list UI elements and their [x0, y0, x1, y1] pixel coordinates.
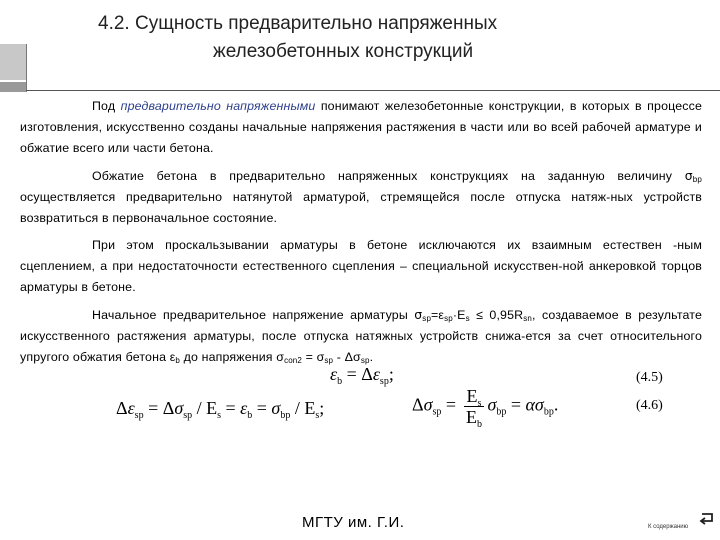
- contents-link[interactable]: К содержанию: [648, 524, 689, 530]
- formula-4-5: $\varepsilon_b = \Delta\varepsilon_{sp}$;: [330, 364, 394, 387]
- footer-institution: МГТУ им. Г.И.: [302, 514, 405, 531]
- equation-number-4-6: (4.6): [636, 398, 663, 413]
- decor-bar: [0, 44, 26, 80]
- paragraph-definition: Под предварительно напряженными понимают железобетонные конструкции, в которых в процессе изготовления, искусственно созданы начальные напряжения растяжения в части или во всей рабочей арматуре и обжатие всего или части бетона.: [20, 99, 702, 155]
- formula-4-6: $\Delta\sigma_{sp}$ = $\frac{E_s}{E_b}$ $\sigma_{bp} = \alpha\sigma_{bp}$.: [412, 386, 559, 430]
- return-arrow-icon[interactable]: [697, 508, 717, 528]
- title-line-1: 4.2. Сущность предварительно напряженных: [98, 13, 498, 34]
- equation-number-4-5: (4.5): [636, 370, 663, 385]
- slide-body: [20, 96, 702, 374]
- decor-vertical-rule: [26, 44, 27, 92]
- title-divider: [26, 90, 720, 91]
- paragraph-anchorage: При этом проскальзывании арматуры в бетоне исключаются их взаимным естествен -ным сцеплением, а при недостаточности естественного сцепления – специальной искусствен-ной анкеровкой торцов арматуры в бетоне.: [20, 238, 702, 294]
- formula-strain-stress: $\Delta\varepsilon_{sp} = \Delta\sigma_{sp} / E_s = \varepsilon_b = \sigma_{bp} / E_s$;: [116, 398, 325, 421]
- title-line-2: железобетонных конструкций: [213, 41, 474, 62]
- decor-bar-dark: [0, 82, 26, 92]
- paragraph-compression: Обжатие бетона в предварительно напряженных конструкциях на заданную величину $\sigma_{bp}$ осуществляется предварительно натянутой арматурой, стремящейся после отпуска натяж-ных устройств возвратиться в первоначальное состояние.: [20, 168, 702, 225]
- paragraph-initial-stress: Начальное предварительное напряжение арматуры $\sigma_{sp}=\varepsilon_{sp}\cdot E_s \le 0,95R_{sn}$, создаваемое в результате искусственного растяжения арматуры, после отпуска натяжных устройств снижа-ется за счет относительного упругого обжатия бетона $\varepsilon_b$ до напряжения $\sigma_{con2} = \sigma_{sp} - \Delta\sigma_{sp}$.: [20, 307, 702, 365]
- highlighted-term: предварительно напряженными: [120, 99, 316, 113]
